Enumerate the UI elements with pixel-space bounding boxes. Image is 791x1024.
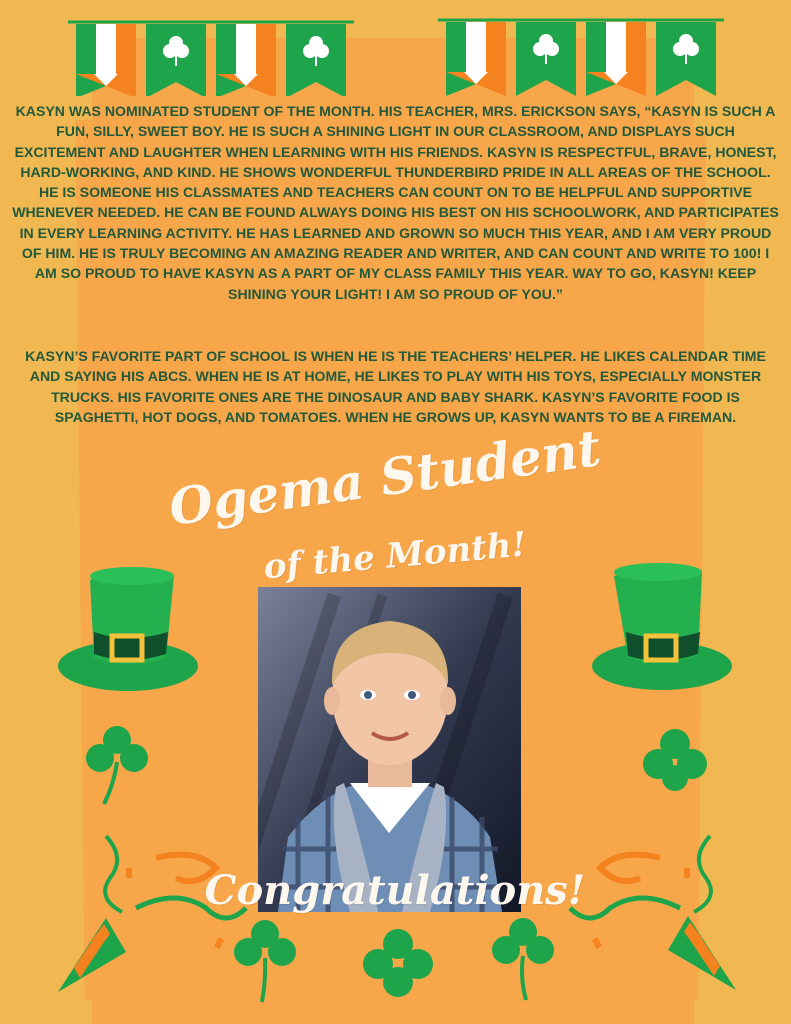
- student-photo: [258, 587, 521, 912]
- bunting-right: [436, 16, 726, 96]
- shamrock-icon: [490, 916, 556, 1007]
- leprechaun-hat-icon-left: [56, 562, 201, 707]
- shamrock-icon: [82, 722, 152, 813]
- title-line-2: of the Month!: [262, 524, 528, 588]
- shamrock-icon: [362, 928, 434, 1005]
- leprechaun-hat-icon-right: [590, 560, 735, 705]
- bunting-left: [66, 16, 356, 96]
- shamrock-icon: [640, 726, 710, 801]
- favorites-paragraph: KASYN’S FAVORITE PART OF SCHOOL IS WHEN HE IS THE TEACHERS’ HELPER. HE LIKES CALENDAR TIME AND SAYING HIS ABCS. WHEN HE IS AT HOME, HE LIKES TO PLAY WITH HIS TOYS, ESPECIALLY MONSTER TRUCKS. HIS FAVORITE ONES ARE THE DINOSAUR AND BABY SHARK. KASYN’S FAVORITE FOOD IS SPAGHETTI, HOT DOGS, AND TOMATOES. WHEN HE GROWS UP, KASYN WANTS TO BE A FIREMAN.: [25, 348, 766, 425]
- congratulations-text: Congratulations!: [204, 867, 586, 914]
- nomination-paragraph: KASYN WAS NOMINATED STUDENT OF THE MONTH. HIS TEACHER, MRS. ERICKSON SAYS, “KASYN IS SUCH A FUN, SILLY, SWEET BOY. HE IS SUCH A SHINING LIGHT IN OUR CLASSROOM, AND DISPLAYS SUCH EXCITEMENT AND LAUGHTER WHEN LEARNING WITH HIS FRIENDS. KASYN IS RESPECTFUL, BRAVE, HONEST, HARD-WORKING, AND KIND. HE SHOWS WONDERFUL THUNDERBIRD PRIDE IN ALL AREAS OF THE SCHOOL. HE IS SOMEONE HIS CLASSMATES AND TEACHERS CAN COUNT ON TO BE HELPFUL AND SUPPORTIVE WHENEVER NEEDED. HE CAN BE FOUND ALWAYS DOING HIS BEST ON HIS SCHOOLWORK, AND PARTICIPATES IN EVERY LEARNING ACTIVITY. HE HAS LEARNED AND GROWN SO MUCH THIS YEAR, AND I AM VERY PROUD OF HIM. HE IS TRULY BECOMING AN AMAZING READER AND WRITER, AND CAN COUNT AND WRITE TO 100! I AM SO PROUD TO HAVE KASYN AS A PART OF MY CLASS FAMILY THIS YEAR. WAY TO GO, KASYN! KEEP SHINING YOUR LIGHT! I AM SO PROUD OF YOU.”: [12, 103, 779, 302]
- party-horn-icon: [52, 912, 132, 1003]
- title-line-1: Ogema Student: [165, 418, 605, 537]
- party-horn-icon: [662, 910, 742, 1001]
